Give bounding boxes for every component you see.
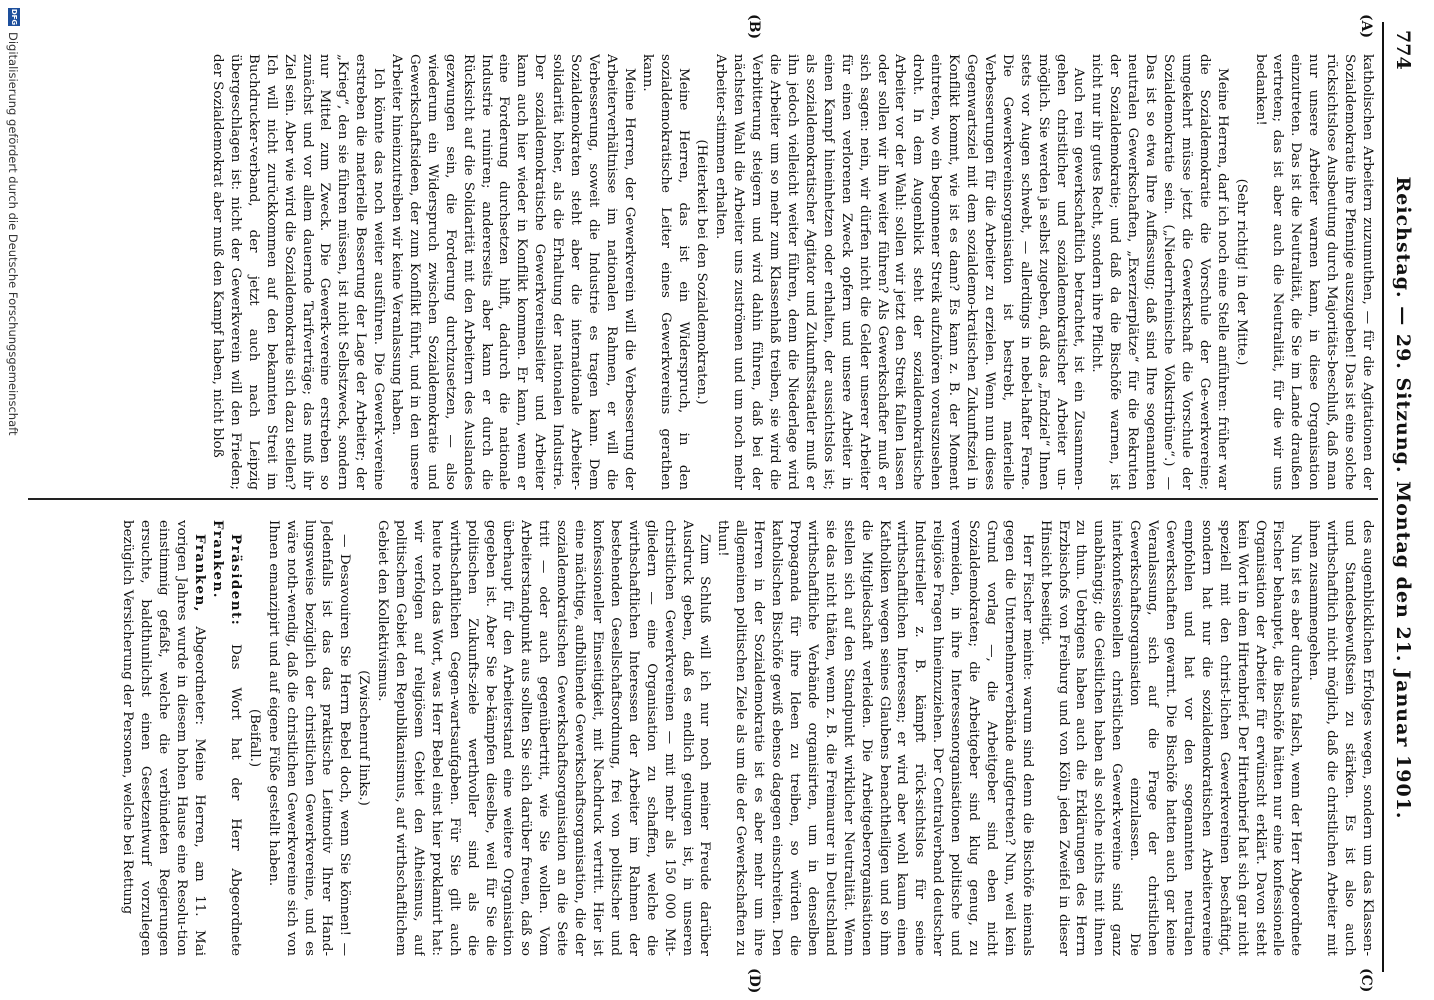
paragraph: Nun ist es aber durchaus falsch, wenn der Herr Abgeordnete Fischer behauptet, die Bischöfe hätten nur eine konfessionelle Organisation der Arbeiter für erwünscht erklärt. Davon steht kein Wort in dem Hirtenbrief. Der Hirtenbrief hat sich gar nicht speziell mit den christ-lichen Gewerkvereinen beschäftigt, sondern hat nur die sozialdemokratischen Arbeitervereine empfohlen und hat vor den sogenannten neutralen Gewerkschaften gewarnt. Die Bischöfe hatten auch gar keine Veranlassung, sich auf die Frage der christlichen Gewerkschaftsorganisation einzulassen. Die interkonfessionellen christlichen Gewerk-vereine sind ganz unabhängig; die Geistlichen haben als solche nichts mit ihnen zu thun. Uebrigens haben auch die Erklärungen des Herrn Erzbischofs von Freiburg und von Köln jeden Zweifel in dieser Hinsicht beseitigt. (1037, 520, 1304, 956)
page-number: 774 (1392, 30, 1414, 70)
speaker-reference: Franken. (210, 520, 226, 599)
paragraph: katholischen Arbeitern zuzumuthen, — für die Agitationen der Sozialdemokratie ihre Pfennige auszugeben! Das ist eine solche rücksichtslose Ausbeutung durch Majoritäts-beschluß, daß man nur unsere Arbeiter warnen kann, in diese Organisation einzutreten. Das ist die Neutralität, die Sie im Lande draußen vertreten; das ist aber auch die Neutralität, für die wir uns bedanken! (1252, 54, 1375, 490)
right-text-column (31, 520, 1376, 956)
margin-marker-d: (D) (746, 968, 762, 994)
column-divider (28, 498, 1378, 500)
paragraph: Meine Herren, darf ich noch eine Stelle anführen: früher war die Sozialdemokratie die Vorschule der Ge-werkvereine; umgekehrt müsse jetzt die Gewerkschaft die Vorschule der Sozialdemokratie sein. („Niederrheinische Volkstribüne“.) — Das ist so etwa Ihre Auffassung; daß sind Ihre sogenannten neutralen Gewerkschaften, „Exerzierplätze“ für die Rekruten der Sozialdemokratie; und daß da die Bischöfe warnen, ist nicht nur ihr gutes Recht, sondern ihre Pflicht. (1089, 54, 1230, 490)
speaker-name: Präsident: (227, 534, 244, 627)
dfg-logo-icon: DFG (10, 8, 18, 26)
paragraph: Auch rein gewerkschaftlich betrachtet, ist ein Zusammen-gehen christlicher und sozialdemokratischer Arbeiter un-möglich. Sie werden ja selbst zugeben, daß das „Endziel“ Ihnen stets vor Augen schwebt, — allerdings in nebel-hafter Ferne. Die Gewerkvereinsorganisation ist bestrebt, materielle Verbesserungen für die Arbeiter zu erzielen. Wenn nun dieses Gegenwartsziel mit dem sozialdemo-kratischen Zukunftsziel in Konflikt kommt, wie ist es dann? Es kann z. B. der Moment eintreten, wo ein begonnener Streik aufzuhören vorauszusehen droht. In dem Augenblick steht der sozialdemokratische Arbeiter vor der Wahl: sollen wir jetzt den Streik fallen lassen oder sollen wir ihn weiter führen? Als Gewerkschafter muß er sich sagen: nein, wir dürfen nicht die Gelder unserer Arbeiter für einen verlorenen Zweck opfern und unsere Arbeiter in einen Kampf hineinhetzen oder erhalten, der aussichtslos ist; als sozialdemokratischer Agitator und Zukunftsstaatler muß er ihn jedoch vielleicht weiter führen, denn die Niederlage wird die Arbeiter um so mehr zum Klassenhaß treiben, sie wird die Verbitterung steigern und wird dahin führen, daß bei der nächsten Wahl die Arbeiter uns zuströmen und um noch mehr Arbeiter-stimmen erhalten. (713, 54, 1087, 490)
speaker-text: Abgeordneter: Meine Herren, am 11. Mai vorigen Jahres wurde in diesem hohen Hause eine Resolu-tion einstimmig gefaßt, welche die verbündeten Regierungen ersuchte, baldthunlichst einen Gesetzentwurf vorzulegen bezüglich Versicherung der Personen, welche bei Rettung (120, 520, 208, 956)
paragraph: Meine Herren, der Gewerkverein will die Verbesserung der Arbeiterverhältnisse im nationalen Rahmen, er will die Verbesserung, soweit die Industrie es tragen kann. Dem Sozialdemokraten steht aber die internationale Arbeiter-solidarität höher, als die Erhaltung der nationalen Industrie. Der sozialdemokratische Gewerkvereinsleiter und Arbeiter kann auch hier wieder in Konflikt kommen. Er kann, wenn er eine Forderung durchsetzen hilft, dadurch die nationale Industrie ruiniren; andererseits aber kann er durch die Rücksicht auf die Solidarität mit den Arbeitern des Auslandes gezwungen sein, die Forderung durchzusetzen, — also wiederum ein Widerspruch zwischen Sozialdemokratie und Gewerkschaftsideen, der zum Konflikt führt, und in den unsere Arbeiter hineinzutreiben wir keine Veranlassung haben. (389, 54, 637, 490)
interjection: (Sehr richtig! in der Mitte.) (1233, 178, 1249, 366)
margin-marker-a: (A) (1358, 14, 1374, 39)
left-text-column (31, 54, 1376, 490)
paragraph: — Desavouiren Sie Herrn Bebel doch, wenn Sie können! — Jedenfalls ist das das praktische Leitmotiv Ihrer Hand-lungsweise bezüglich der christlichen Gewerkvereine, und es wäre noth-wendig, daß die christlichen Gewerkvereine sich von Ihnen emanzipirt und auf eigene Füße gestellt haben. (265, 520, 353, 956)
paragraph: Ich könnte das noch weiter ausführen. Die Gewerk-vereine erstreben die materielle Besserung der Lage der Arbeiter; der „Krieg“, den sie führen müssen, ist nicht Selbstzweck, sondern nur Mittel zum Zweck. Die Gewerk-vereine erstreben so zunächst und vor allem dauernde Tarifverträge; das muß ihr Ziel sein. Aber wie wird die Sozialdemokratie sich dazu stellen? Ich will nicht zurückkommen auf den bekannten Streit im Buchdrucker-verband, der jetzt auch nach Leipzig übergeschlagen ist: nicht der Gewerkverein will den Frieden; der Sozialdemokrat aber muß den Kampf haben, nicht bloß (210, 54, 387, 490)
interjection: (Zwischenruf links.) (356, 670, 372, 806)
margin-marker-c: (C) (1358, 968, 1374, 993)
header-rule (1382, 22, 1384, 972)
speaker-name: Franken, (192, 534, 209, 613)
paragraph: Herr Fischer meinte: warum sind denn die Bischöfe niemals gegen die Unternehmerverbände aufgetreten? Nun, weil kein Grund vorlag —, die Arbeitgeber sind eben nicht Sozialdemokraten; die Arbeitgeber sind klug genug, zu vermeiden, in ihre Interessenorganisationen politische und religiöse Fragen hineinzuziehen. Der Centralverband deutscher Industrieller z. B. kämpft rück-sichtslos für seine wirthschaftlichen Interessen; er wird aber wohl kaum einen Katholiken wegen seines Glaubens benachtheiligen und so ihm die Mitgliedschaft verleiden. Die Arbeitgeberorganisationen stellen sich auf den Standpunkt wirklicher Neutralität. Wenn sie das nicht thäten, wenn z. B. die Freimaurer in Deutschland wirthschaftliche Verbände organisirten, um in denselben Propaganda für ihre Ideen zu treiben, so würden die katholischen Bischöfe gewiß ebenso dagegen einschreiten. Den Herren in der Sozialdemokratie ist es aber mehr um ihre allgemeinen politischen Ziele als um die der Gewerkschaften zu thun! (715, 520, 1035, 956)
interjection: (Beifall.) (246, 708, 262, 768)
paragraph: des augenblicklichen Erfolges wegen, sondern um das Klassen- und Standesbewußtsein zu stärken. Es ist also auch wirthschaftlich nicht möglich, daß die christlichen Arbeiter mit ihnen zusammengehen. (1306, 520, 1375, 956)
speaker-paragraph (119, 520, 209, 956)
page-title: Reichstag. — 29. Sitzung. Montag den 21. Januar 1901. (1392, 176, 1414, 820)
margin-marker-b: (B) (746, 14, 762, 40)
page-header (1384, 30, 1418, 966)
paragraph: Zum Schluß will ich nur noch meiner Freude darüber Ausdruck geben, daß es endlich gelungen ist, in unseren christlichen Gewerkvereinen — mit mehr als 150 000 Mit-gliedern — eine Organisation zu schaffen, welche die wirthschaftlichen Interessen der Arbeiter im Rahmen der bestehenden Gesellschaftsordnung, frei von politischer und konfessioneller Einseitigkeit, mit Nachdruck vertritt. Hier ist eine mächtige, aufblühende Gewerkschaftsorganisation, die der sozialdemokratischen Gewerkschaftsorganisation an die Seite tritt — oder auch gegenübertritt, wie Sie wollen. Vom Arbeiterstandpunkt aus sollten Sie sich darüber freuen, daß so überhaupt für den Arbeiterstand eine weitere Organisation gegeben ist. Aber Sie be-kämpfen dieselbe, weil für Sie die politischen Zukunfts-ziele werthvoller sind als die wirthschaftlichen Gegen-wartsaufgaben. Für Sie gilt auch heute noch das Wort, was Herr Bebel einst hier proklamirt hat: wir verfolgen auf religiösem Gebiet den Atheismus, auf politischem Gebiet den Republikanismus, auf wirthschaftlichem Gebiet den Kollektivismus. (375, 520, 713, 956)
credit-text: Digitalisierung gefördert durch die Deutsche Forschungsgemeinschaft (6, 32, 20, 436)
speaker-text: Das Wort hat der Herr Abgeordnete (227, 626, 243, 956)
speaker-paragraph (208, 520, 244, 956)
digitization-credit (0, 0, 28, 1000)
interjection: (Heiterkeit bei den Sozialdemokraten.) (694, 139, 710, 405)
paragraph: Meine Herren, das ist ein Widerspruch, in den sozialdemokratische Leiter eines Gewerkvereins gerathen kann. (639, 54, 691, 490)
